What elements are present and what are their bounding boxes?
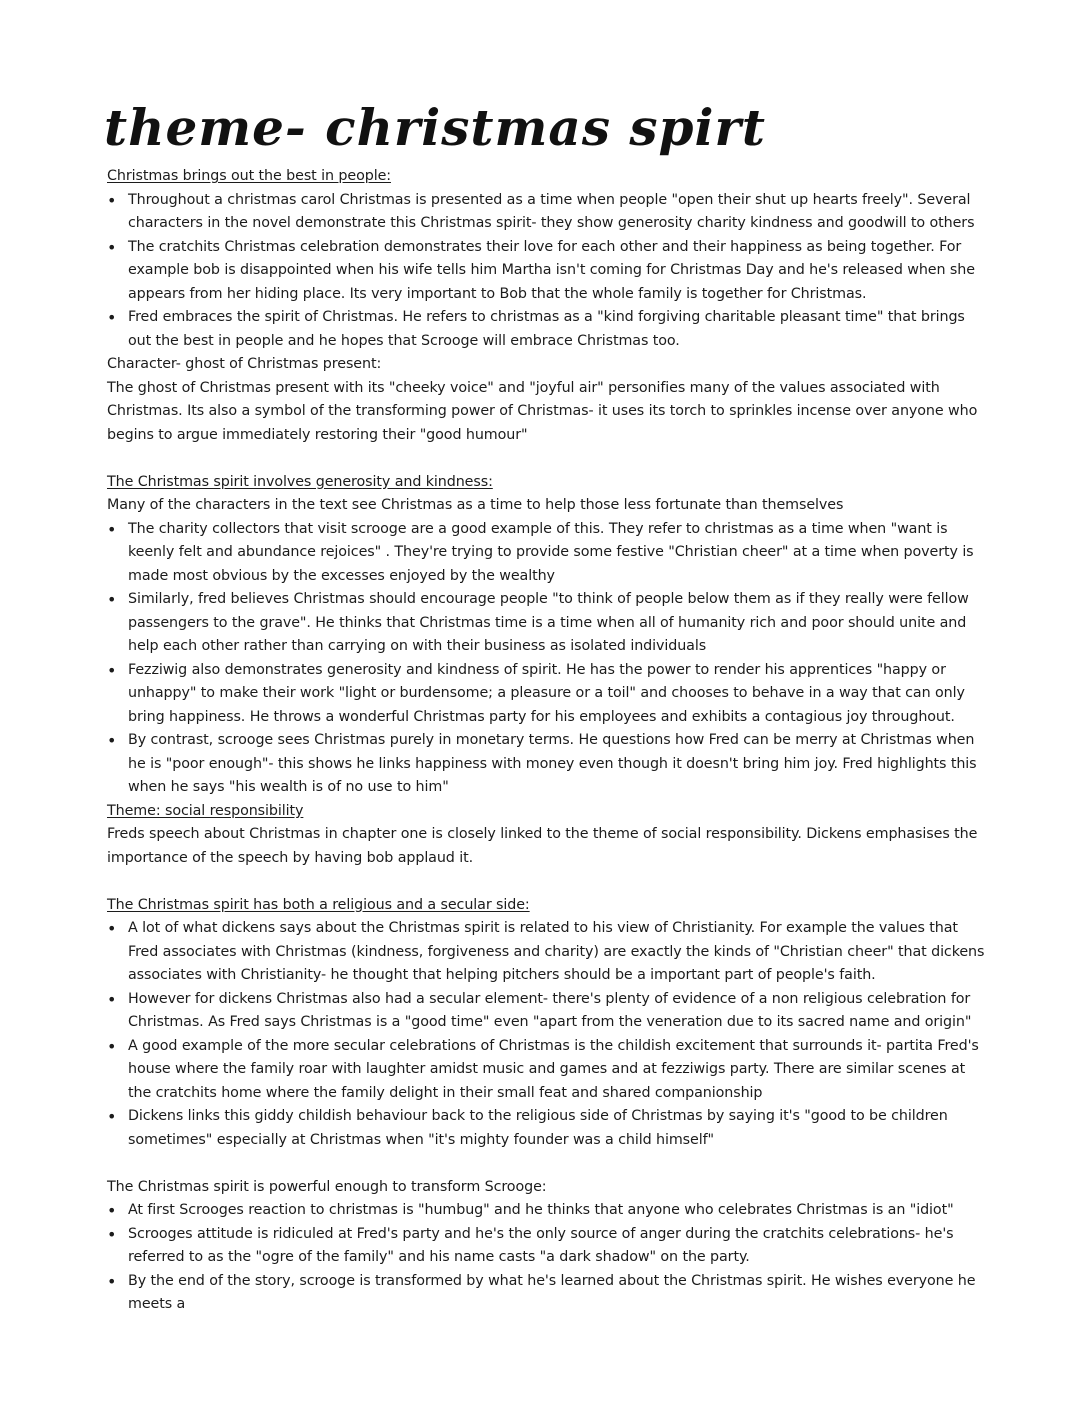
bullet-item: • Dickens links this giddy childish behaviour back to the religious side of Christmas by saying it's "good to be children sometimes" especially at Christmas when "it's mighty founder was a child himself": [107, 1105, 987, 1152]
section-generosity-kindness: [107, 471, 987, 871]
bullet-item: • At first Scrooges reaction to christmas is "humbug" and he thinks that anyone who celebrates Christmas is an "idiot": [107, 1199, 987, 1223]
subheading: Character- ghost of Christmas present:: [107, 356, 382, 372]
notes-content: [107, 165, 987, 1317]
bullet-item: • Scrooges attitude is ridiculed at Fred's party and he's the only source of anger during the cratchits celebrations- he's referred to as the "ogre of the family" and his name casts "a dark shadow" on the party.: [107, 1223, 987, 1270]
bullet-item: • The charity collectors that visit scrooge are a good example of this. They refer to christmas as a time when "want is keenly felt and abundance rejoices" . They're trying to provide some festive "Christian cheer" at a time when poverty is made most obvious by the excesses enjoyed by the wealthy: [107, 518, 987, 589]
section-religious-secular: [107, 894, 987, 1153]
section-intro: Many of the characters in the text see Christmas as a time to help those less fortunate than themselves: [107, 497, 844, 513]
section-heading: The Christmas spirit is powerful enough to transform Scrooge:: [107, 1178, 547, 1195]
bullet-item: • By the end of the story, scrooge is transformed by what he's learned about the Christmas spirit. He wishes everyone he meets a: [107, 1270, 987, 1317]
bullet-item: • The cratchits Christmas celebration demonstrates their love for each other and their happiness as being together. For example bob is disappointed when his wife tells him Martha isn't coming for Christmas Day and he's released when she appears from her hiding place. Its very important to Bob that the whole family is together for Christmas.: [107, 236, 987, 307]
bullet-item: • By contrast, scrooge sees Christmas purely in monetary terms. He questions how Fred can be merry at Christmas when he is "poor enough"- this shows he links happiness with money even though it doesn't bring him joy. Fred highlights this when he says "his wealth is of no use to him": [107, 729, 987, 800]
section-heading: The Christmas spirit involves generosity and kindness:: [107, 473, 493, 490]
bullet-list: [107, 518, 987, 800]
paragraph: Freds speech about Christmas in chapter one is closely linked to the theme of social responsibility. Dickens emphasises the importance of the speech by having bob applaud it.: [107, 826, 978, 866]
section-heading: Christmas brings out the best in people:: [107, 168, 391, 184]
subheading: Theme: social responsibility: [107, 802, 304, 819]
bullet-item: • Fred embraces the spirit of Christmas. He refers to christmas as a "kind forgiving charitable pleasant time" that brings out the best in people and he hopes that Scrooge will embrace Christmas too.: [107, 306, 987, 353]
bullet-item: • Fezziwig also demonstrates generosity and kindness of spirit. He has the power to render his apprentices "happy or unhappy" to make their work "light or burdensome; a pleasure or a toil" and chooses to behave in a way that can only bring happiness. He throws a wonderful Christmas party for his employees and exhibits a contagious joy throughout.: [107, 659, 987, 730]
bullet-item: • However for dickens Christmas also had a secular element- there's plenty of evidence of a non religious celebration for Christmas. As Fred says Christmas is a "good time" even "apart from the veneration due to its sacred name and origin": [107, 988, 987, 1035]
bullet-list: [107, 1199, 987, 1317]
page-title: theme- christmas spirt: [104, 98, 766, 157]
bullet-item: • A lot of what dickens says about the Christmas spirit is related to his view of Christianity. For example the values that Fred associates with Christmas (kindness, forgiveness and charity) are exactly the kinds of "Christian cheer" that dickens associates with Christianity- he thought that helping pitchers should be a important part of people's faith.: [107, 917, 987, 988]
bullet-list: [107, 189, 987, 354]
section-heading: The Christmas spirit has both a religious and a secular side:: [107, 896, 530, 913]
bullet-item: • A good example of the more secular celebrations of Christmas is the childish excitement that surrounds it- partita Fred's house where the family roar with laughter amidst music and games and at fezziwigs party. There are similar scenes at the cratchits home where the family delight in their small feat and shared companionship: [107, 1035, 987, 1106]
paragraph: The ghost of Christmas present with its "cheeky voice" and "joyful air" personifies many of the values associated with Christmas. Its also a symbol of the transforming power of Christmas- it uses its torch to sprinkles incense over anyone who begins to argue immediately restoring their "good humour": [107, 379, 978, 443]
bullet-item: • Similarly, fred believes Christmas should encourage people "to think of people below them as if they really were fellow passengers to the grave". He thinks that Christmas time is a time when all of humanity rich and poor should unite and help each other rather than carrying on with their business as isolated individuals: [107, 588, 987, 659]
bullet-list: [107, 917, 987, 1152]
section-transform-scrooge: [107, 1176, 987, 1317]
section-best-in-people: [107, 165, 987, 447]
bullet-item: • Throughout a christmas carol Christmas is presented as a time when people "open their shut up hearts freely". Several characters in the novel demonstrate this Christmas spirit- they show generosity charity kindness and goodwill to others: [107, 189, 987, 236]
